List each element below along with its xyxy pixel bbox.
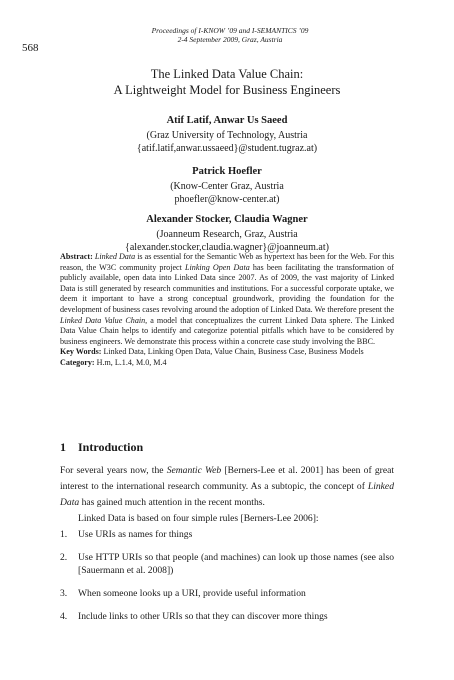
author-names: Alexander Stocker, Claudia Wagner (146, 214, 308, 225)
running-header (90, 26, 370, 44)
intro-paragraph-2: Linked Data is based on four simple rules [Berners-Lee 2006]: (78, 513, 319, 524)
author-group-1 (0, 114, 454, 155)
keywords-label: Key Words: (60, 347, 102, 357)
section-title: Introduction (78, 440, 144, 454)
page-number: 568 (22, 42, 39, 54)
running-header-line-1: Proceedings of I-KNOW ’09 and I-SEMANTICS ’09 (151, 26, 309, 35)
list-marker: 2. (60, 552, 68, 563)
section-heading (60, 440, 143, 455)
list-marker: 3. (60, 588, 68, 599)
paper-title-line-1: The Linked Data Value Chain: (150, 67, 304, 81)
body-text: For several years now, the (60, 465, 167, 476)
body-emphasis: Linked Data (60, 481, 394, 508)
author-email: {alexander.stocker,claudia.wagner}@joanneum.at) (125, 242, 329, 253)
paper-title-line-2: A Lightweight Model for Business Engineers (113, 83, 341, 97)
list-item-text: When someone looks up a URI, provide useful information (78, 588, 306, 599)
author-names: Patrick Hoefler (192, 166, 262, 177)
author-group-2 (0, 165, 454, 206)
list-item-text: Use HTTP URIs so that people (and machines) can look up those names (see also [Sauermann et al. 2008]) (78, 552, 394, 576)
author-group-3 (0, 213, 454, 254)
list-item (60, 587, 394, 600)
category-label: Category: (60, 357, 95, 367)
keywords-text: Linked Data, Linking Open Data, Value Chain, Business Case, Business Models (101, 347, 364, 357)
list-item (60, 551, 394, 577)
author-email: {atif.latif,anwar.ussaeed}@student.tugraz.at) (136, 143, 318, 154)
list-item (60, 528, 394, 541)
category-line (60, 358, 394, 369)
abstract-paragraph (60, 252, 394, 347)
abstract-emphasis: Linking Open Data (185, 262, 250, 272)
author-affiliation: (Graz University of Technology, Austria (146, 130, 308, 141)
list-marker: 4. (60, 611, 68, 622)
abstract-text: has been facilitating the transformation of publicly available, open data into Linked Data since 2007. As of 2009, the vast majority of Linked Data is still generated by research communities and institutions. For a successful corporate uptake, we deem it important to have a strong conceptual groundwork, providing the foundation for the development of business cases revolving around the adoption of Linked Data. We therefore present the (60, 262, 394, 314)
abstract-emphasis: Linked Data (94, 252, 136, 261)
category-text: H.m, L.1.4, M.0, M.4 (94, 357, 167, 367)
author-affiliation: (Know-Center Graz, Austria (170, 181, 284, 192)
body-emphasis: Semantic Web (166, 465, 222, 476)
intro-paragraph-1 (60, 463, 394, 511)
author-affiliation: (Joanneum Research, Graz, Austria (156, 229, 298, 240)
rules-list (60, 528, 394, 633)
section-number: 1 (60, 440, 66, 454)
list-marker: 1. (60, 529, 68, 540)
author-email: phoefler@know-center.at) (174, 194, 280, 205)
paper-title (0, 66, 454, 98)
running-header-line-2: 2-4 September 2009, Graz, Austria (177, 35, 283, 44)
list-item-text: Include links to other URIs so that they can discover more things (78, 611, 328, 622)
list-item (60, 610, 394, 623)
abstract-text: , a model that conceptualizes the current Linked Data sphere. The Linked Data Value Chain helps to identify and categorize potential pitfalls which have to be considered by business engineers. We demonstrate this process within a concrete case study involving the BBC. (60, 315, 394, 346)
author-names: Atif Latif, Anwar Us Saeed (166, 115, 288, 126)
keywords-line (60, 347, 394, 358)
abstract-block (60, 252, 394, 369)
body-text: has gained much attention in the recent months. (79, 497, 265, 508)
abstract-label: Abstract: (60, 252, 93, 261)
abstract-text: is as essential for the Semantic Web as hypertext has been for the Web. For this reason, the W3C community project (60, 252, 394, 272)
body-text: [Berners-Lee et al. 2001] has been of great interest to the international research community. As a subtopic, the concept of (60, 465, 395, 492)
intro-paragraph (60, 463, 394, 527)
abstract-emphasis: Linked Data Value Chain (60, 315, 146, 325)
list-item-text: Use URIs as names for things (78, 529, 193, 540)
